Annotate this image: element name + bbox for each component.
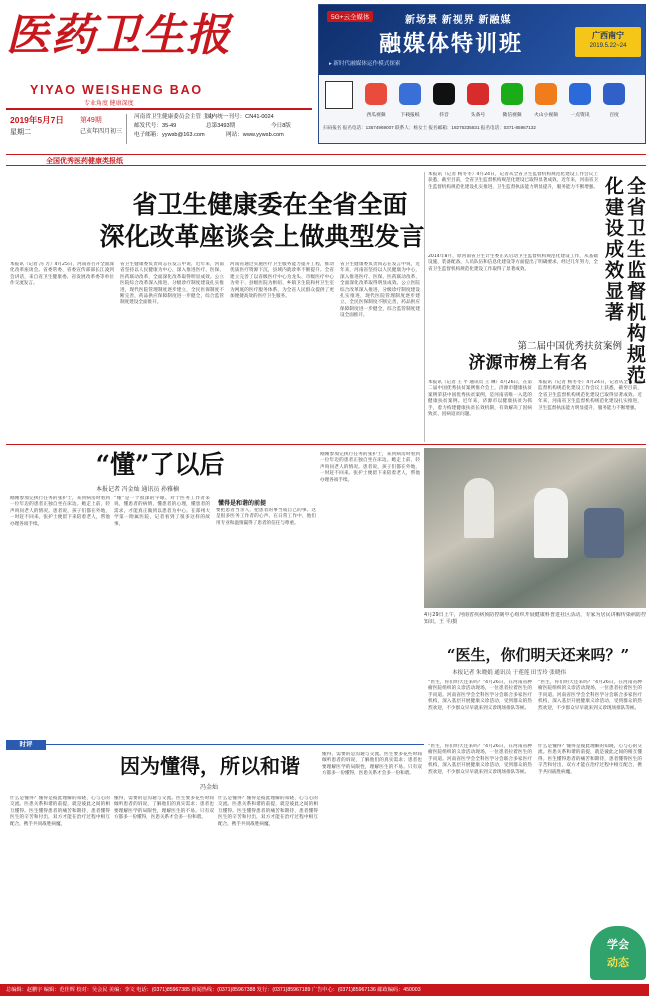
right-sub-headline-2: 济源市榜上有名 [468, 353, 588, 373]
photo-figure [534, 488, 568, 558]
app-icon [365, 83, 387, 105]
issue-post: 邮发代号：35-49 [134, 123, 177, 129]
lower-body-col-1: 什么是懂得？懂得是彼此理解的知晓，心与心的交流。医患关系和谐的前提，就是彼此之间的相互懂得。医生懂得患者的痛苦和期待，患者懂得医生的辛苦和付出，双方才能在治疗过程中相互配合，携手共同战胜病魔。 [10, 796, 110, 827]
app-label: 微信视频 [502, 113, 522, 118]
ad-brand: 5G+云全媒体 [327, 11, 373, 22]
feature-body-col-3: 要把患者当亲人，把患者的事当成自己的事。这是很多医务工作者的心声。在日常工作中，他们用专业和温情赢得了患者的信任与尊重。 [216, 508, 316, 526]
feature-body-col-2: “懂”是一个很深的字眼。对于医务工作者来说，懂患者的病情，懂患者的心理，懂患者的需求，才能真正做到以患者为中心。在郑州大学第一附属医院，记者看到了很多这样的故事。 [114, 496, 210, 527]
masthead-slogan: 专业角度 健康深度 [84, 101, 134, 107]
app-icon [399, 83, 421, 105]
news-photo [424, 448, 646, 608]
lead-body-col-3: 河南省通过实施医疗卫生服务能力提升工程，推动优质医疗资源下沉，县域内就诊率不断提升。全省建立完善了以省级医疗中心为龙头、市级医疗中心为骨干、县级医院为枢纽、乡镇卫生院和村卫生室为网底的医疗服务体系，为全省人民群众提供了更加便捷高效的医疗卫生服务。 [230, 262, 334, 300]
issue-date: 2019年5月7日 [10, 115, 64, 125]
lower-body-col-3: 什么是懂得？懂得是彼此理解的知晓，心与心的交流。医患关系和谐的前提，就是彼此之间的相互懂得。医生懂得患者的痛苦和期待，患者懂得医生的辛苦和付出，双方才能在治疗过程中相互配合，携手共同战胜病魔。 [218, 796, 318, 827]
issue-sponsor: 河南省卫生健康委员会主管 主办 [134, 114, 214, 120]
right-vertical-headline: 全省卫生监督机构规范化建设成效显著 [602, 176, 646, 386]
issue-weekday: 星期二 [10, 129, 31, 136]
ad-date-box [575, 27, 641, 57]
app-icons [359, 83, 641, 121]
lead-headline-1: 省卫生健康委在全省全面 [132, 190, 408, 219]
feature-body-col-1: 刚刚参加完执行任务的张护士，来到病房时看到一位年迈的患者正独自坐在床边。她走上前，轻声询问老人的情况。患者说，孩子们都在外地，一时赶不回来。张护士便留下来陪着老人，帮他办理各项手续。 [10, 496, 110, 527]
ad-contact: 扫码报名 报名电话：13574969007 联系人：杨女士 报名邮箱：18275335831 报名电话：0371-85967132 [323, 125, 536, 130]
issue-total: 总第3493期 [206, 123, 236, 129]
banner-bar [6, 154, 646, 166]
app-item[interactable] [359, 83, 393, 118]
lead-body-col-1 [10, 262, 114, 434]
right-sub-body-2: 本报讯（记者 杨冬冬）4月24日，记者从全省卫生监督机构规范化建设工作会议上获悉，截至目前，全省卫生监督机构规范化建设已取得显著成效。近年来，河南省卫生监督机构规范化建设扎实推进，卫生监督执法能力明显提升，服务能力不断增强。 [538, 380, 642, 411]
ad-app-row [325, 81, 641, 121]
feature-body-col-4: 刚刚参加完执行任务的张护士，来到病房时看到一位年迈的患者正独自坐在床边。她走上前，轻声询问老人的情况。患者说，孩子们都在外地，一时赶不回来。张护士便留下来陪着老人，帮他办理各项手续。 [320, 452, 420, 483]
app-icon [501, 83, 523, 105]
app-label: 头条号 [470, 113, 486, 118]
ad-dates: 2019.5.22~24 [589, 43, 627, 49]
right-sub-headline-1: 第二届中国优秀扶贫案例 [517, 341, 622, 352]
lead-headline-2: 深化改革座谈会上做典型发言 [99, 222, 425, 251]
app-icon [569, 83, 591, 105]
app-item[interactable] [597, 83, 631, 118]
column-divider [424, 172, 425, 442]
ad-bullets: ▸ 新时代融媒体运作模式探索 [329, 61, 401, 67]
section-rule [6, 744, 424, 745]
issue-info [6, 112, 312, 154]
app-item[interactable] [393, 83, 427, 118]
lead-body-col-2: 省卫生健康委负责同志在发言中说，近年来，河南省坚持以人民健康为中心，深入推进医疗、医保、医药联动改革，全面深化改革取得明显成效。公立医院综合改革深入推进，分级诊疗制度建设扎实推进，现代医院管理制度逐步建立，全民医保制度不断完善，药品供应保障制度进一步健全，综合监管制度建设全面推开。 [120, 262, 224, 306]
issue-number: 第49期 [80, 117, 102, 124]
app-item[interactable] [529, 83, 563, 118]
doctor-body-2: “医生，你们明天还来吗？”4月26日，在河南省肿瘤医院组织的义诊活动现场，一位患者拉着医生的手问道。河南省医学会全科医学分会联合多家医疗机构，深入基层开展健康义诊活动，受到群众的热烈欢迎，不少群众早早就来到义诊现场排队等候。 [538, 680, 642, 711]
issue-email[interactable]: 电子邮箱：yywsb@163.com [134, 132, 205, 138]
photo-figure [584, 508, 624, 558]
lower-body-col-4: 懂得，需要的是沟通与交流。医生要多花些时间倾听患者的诉说，了解他们的真实需求；患者也要理解医学的局限性，理解医生的不易。只有双方都多一份懂得，医患关系才会多一份和谐。 [322, 752, 422, 777]
badge-line-1: 学会 [607, 938, 629, 951]
app-icon [535, 83, 557, 105]
section-rule [6, 444, 646, 445]
doctor-byline: 本报记者 朱晓娟 通讯员 于莲莲 田雪玲 张晓伟 [452, 670, 567, 676]
app-label: 百度 [609, 113, 619, 118]
doctor-body-1: “医生，你们明天还来吗？”4月26日，在河南省肿瘤医院组织的义诊活动现场，一位患者拉着医生的手问道。河南省医学会全科医学分会联合多家医疗机构，深入基层开展健康义诊活动，受到群众的热烈欢迎，不少群众早早就来到义诊现场排队等候。 [428, 680, 532, 711]
lower-body-col-2: 懂得，需要的是沟通与交流。医生要多花些时间倾听患者的诉说，了解他们的真实需求；患者也要理解医学的局限性，理解医生的不易。只有双方都多一份懂得，医患关系才会多一份和谐。 [114, 796, 214, 821]
lower-byline: 冯金灿 [200, 785, 219, 791]
footer-bar: 总编辑：赵鹏宇 编辑：范佳辉 校对：吴会民 美编：李文 电话：(0371)85967385 新闻热线：(0371)85967388 发行：(0371)85967189 广告中心：(0371)85967136 邮政编码：450003 [0, 984, 649, 996]
lower-headline: 因为懂得，所以和谐 [120, 754, 300, 778]
app-icon [433, 83, 455, 105]
doctor-headline: “医生，你们明天还来吗？” [446, 646, 630, 664]
doctor-body-3: “医生，你们明天还来吗？”4月26日，在河南省肿瘤医院组织的义诊活动现场，一位患者拉着医生的手问道。河南省医学会全科医学分会联合多家医疗机构，深入基层开展健康义诊活动，受到群众的热烈欢迎，不少群众早早就来到义诊现场排队等候。 [428, 744, 532, 775]
section-tag: 时评 [6, 740, 46, 750]
section-badge [590, 926, 646, 980]
right-body-1: 本报讯（记者 杨冬冬）4月24日，记者从全省卫生监督机构规范化建设工作会议上获悉，截至目前，全省卫生监督机构规范化建设已取得显著成效。近年来，河南省卫生监督机构规范化建设扎实推进，卫生监督执法能力明显提升，服务能力不断增强。 [428, 172, 598, 190]
app-label: 抖音 [439, 113, 449, 118]
feature-section-title: 懂得是和谐的前提 [218, 501, 267, 507]
badge-line-2: 动态 [607, 956, 629, 969]
app-label: 下载报纸 [400, 113, 420, 118]
issue-web[interactable]: 网站：www.yywsb.com [226, 132, 284, 138]
app-icon [603, 83, 625, 105]
banner-text: 全国优秀医药健康类报纸 [46, 158, 123, 165]
feature-headline: “懂”了以后 [95, 450, 225, 479]
ad-title: 融媒体特训班 [379, 32, 524, 57]
lead-body-col-4: 省卫生健康委负责同志在发言中说，近年来，河南省坚持以人民健康为中心，深入推进医疗、医保、医药联动改革，全面深化改革取得明显成效。公立医院综合改革深入推进，分级诊疗制度建设扎实推进，现代医院管理制度逐步建立，全民医保制度不断完善，药品供应保障制度进一步健全，综合监管制度建设全面推开。 [340, 262, 420, 319]
app-item[interactable] [427, 83, 461, 118]
right-sub-body-1: 本报讯（记者 王 平 通讯员 王 琳）4月26日，在第二届中国优秀扶贫案例推介会上，济源市健康扶贫案例荣获中国优秀扶贫案例，是河南省唯一入选的健康扶贫案例。近年来，济源市以健康扶贫为抓手，着力构建健康扶贫长效机制，有效解决了因病致贫、因病返贫问题。 [428, 380, 532, 418]
app-label: 西瓜视频 [366, 113, 386, 118]
right-body-2: 2014年8月，原河南省卫生计生委正式启动卫生监督机构规范化建设工作，从基础设施、装备配备、人员队伍和信息化建设等方面提出了明确要求。经过几年努力，全省卫生监督机构规范化建设工作取得了显著成效。 [428, 254, 598, 272]
masthead-rule [6, 108, 312, 110]
issue-issn: 国内统一刊号：CN41-0024 [206, 114, 274, 120]
masthead-pinyin: YIYAO WEISHENG BAO [30, 83, 203, 97]
ad-banner[interactable] [318, 4, 646, 144]
photo-caption: 4月29日上午，河南省疾病预防控制中心组织开展健康科普进社区活动，专家为居民讲解传染病防控知识。王 平/摄 [424, 612, 646, 625]
app-item[interactable] [495, 83, 529, 118]
app-label: 火山小视频 [534, 113, 558, 118]
qr-code-icon [325, 81, 353, 109]
ad-tags: 新场景 新视界 新融媒 [405, 15, 512, 26]
app-icon [467, 83, 489, 105]
lead-byline: 本报讯（记者 冯 芳）4月25日，河南省召开全面深化改革座谈会。省委常委、省委宣传部部长江凌到会讲话，来自省卫生健康委、省发展改革委等单位作交流发言。 [10, 262, 114, 287]
app-label: 一点资讯 [570, 113, 590, 118]
app-item[interactable] [461, 83, 495, 118]
masthead-title: 医药卫生报 [6, 10, 231, 61]
issue-pages: 今日8版 [271, 123, 291, 129]
issue-lunar: 己亥年四月初三 [80, 129, 123, 135]
doctor-body-4: 什么是懂得？懂得是彼此理解的知晓，心与心的交流。医患关系和谐的前提，就是彼此之间的相互懂得。医生懂得患者的痛苦和期待，患者懂得医生的辛苦和付出，双方才能在治疗过程中相互配合，携手共同战胜病魔。 [538, 744, 642, 775]
app-item[interactable] [563, 83, 597, 118]
ad-place: 广西南宁 [592, 31, 624, 40]
divider [126, 114, 127, 144]
ad-top [319, 5, 645, 75]
photo-figure [464, 478, 494, 538]
feature-byline: 本报记者 冯金灿 通讯员 孙雅楠 [96, 487, 180, 493]
